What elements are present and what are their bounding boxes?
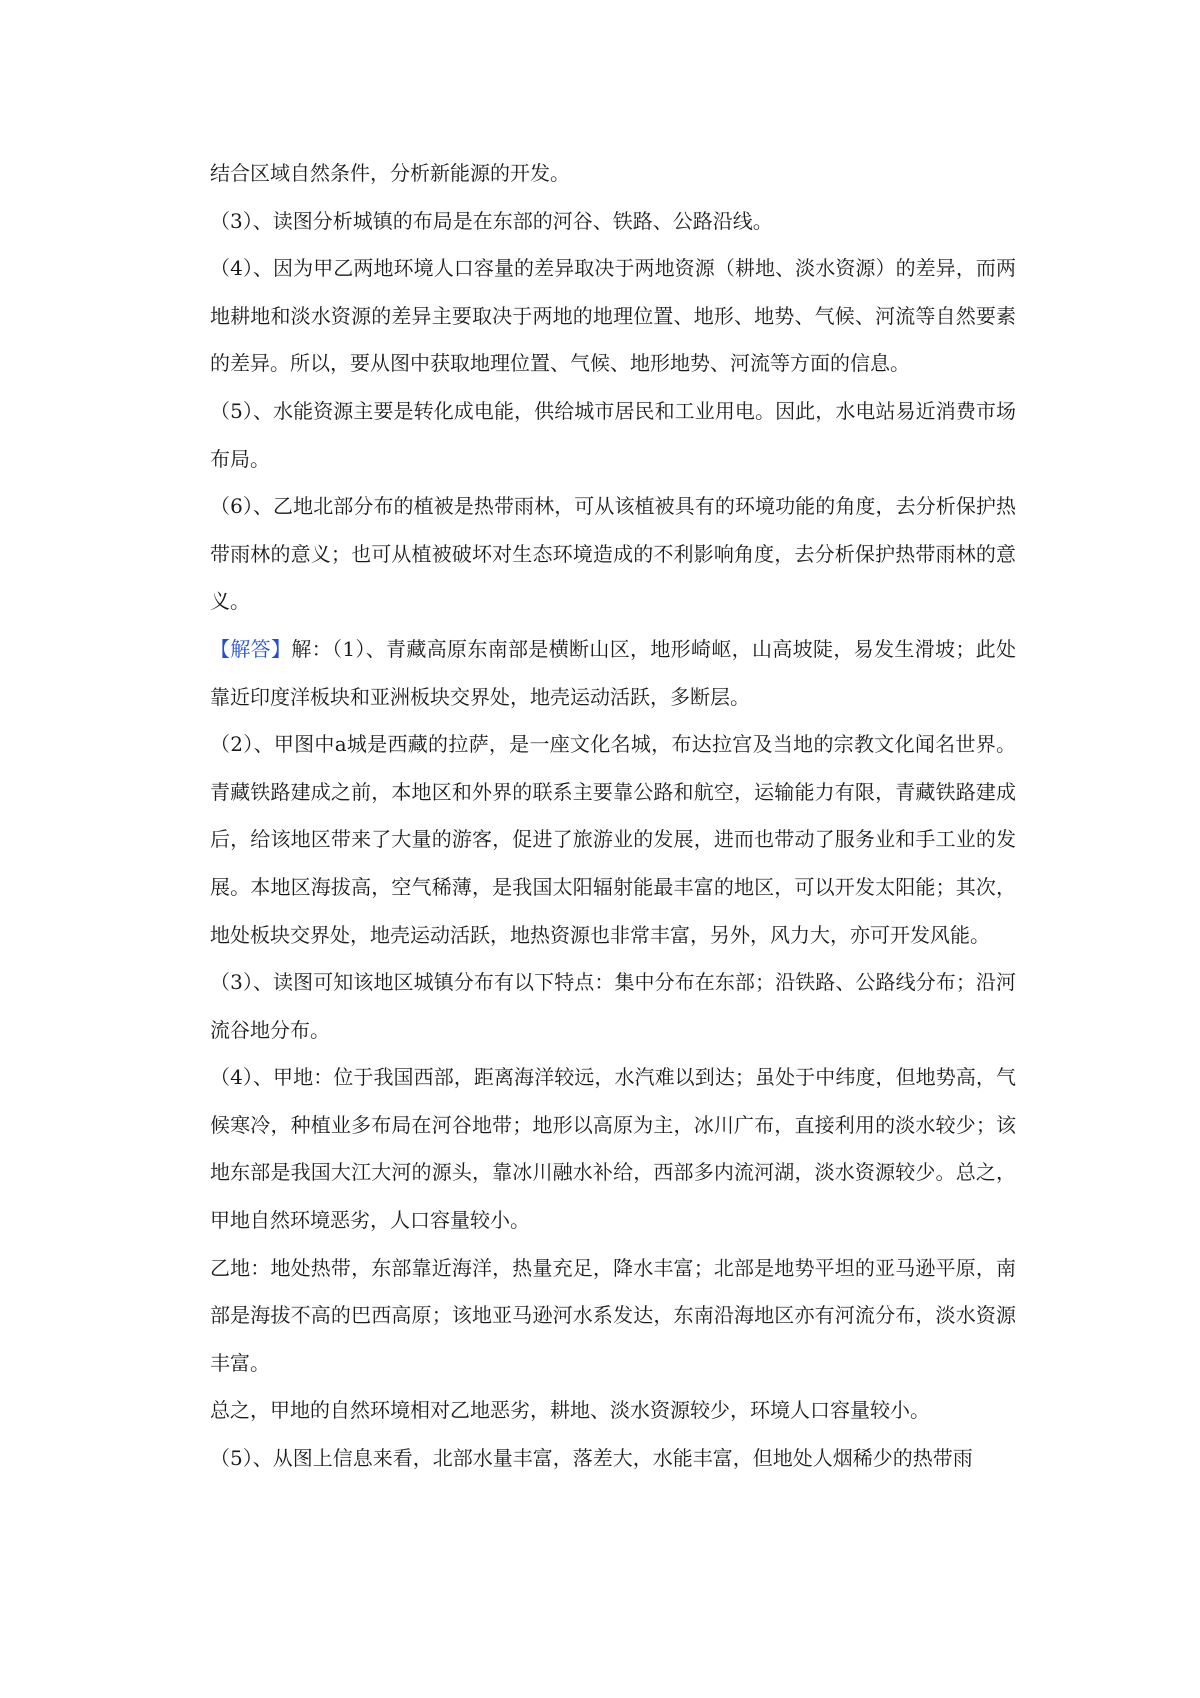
answer-item-4-summary: 总之，甲地的自然环境相对乙地恶劣，耕地、淡水资源较少，环境人口容量较小。 — [210, 1398, 930, 1423]
answer-item-5: （5）、从图上信息来看，北部水量丰富，落差大，水能丰富，但地处人烟稀少的热带雨 — [210, 1446, 973, 1471]
answer-item-4-yi: 乙地：地处热带，东部靠近海洋，热量充足，降水丰富；北部是地势平坦的亚马逊平原，南部是海拔不高的巴西高原；该地亚马逊河水系发达，东南沿海地区亦有河流分布，淡水资源丰富。 — [210, 1255, 1016, 1375]
answer-label: 【解答】 — [210, 636, 292, 661]
answer-item-1 — [210, 626, 1016, 721]
analysis-continuation: 结合区域自然条件，分析新能源的开发。 — [210, 161, 570, 185]
analysis-item-6: （6）、乙地北部分布的植被是热带雨林，可从该植被具有的环境功能的角度，去分析保护热带雨林的意义；也可从植被破坏对生态环境造成的不利影响角度，去分析保护热带雨林的意义。 — [210, 494, 1016, 614]
answer-item-1-text: 解：（1）、青藏高原东南部是横断山区，地形崎岖，山高坡陡，易发生滑坡；此处靠近印度洋板块和亚洲板块交界处，地壳运动活跃，多断层。 — [210, 636, 1016, 709]
answer-item-3: （3）、读图可知该地区城镇分布有以下特点：集中分布在东部；沿铁路、公路线分布；沿河流谷地分布。 — [210, 970, 1016, 1042]
answer-item-4: （4）、甲地：位于我国西部，距离海洋较远，水汽难以到达；虽处于中纬度，但地势高，气候寒冷，种植业多布局在河谷地带；地形以高原为主，冰川广布，直接利用的淡水较少；该地东部是我国大江大河的源头，靠冰川融水补给，西部多内流河湖，淡水资源较少。总之，甲地自然环境恶劣，人口容量较小。 — [210, 1065, 1016, 1233]
analysis-item-3: （3）、读图分析城镇的布局是在东部的河谷、铁路、公路沿线。 — [210, 208, 773, 233]
analysis-item-5: （5）、水能资源主要是转化成电能，供给城市居民和工业用电。因此，水电站易近消费市场布局。 — [210, 398, 1016, 471]
document-page — [210, 150, 1016, 1483]
analysis-item-4: （4）、因为甲乙两地环境人口容量的差异取决于两地资源（耕地、淡水资源）的差异，而两地耕地和淡水资源的差异主要取决于两地的地理位置、地形、地势、气候、河流等自然要素的差异。所以，要从图中获取地理位置、气候、地形地势、河流等方面的信息。 — [210, 256, 1016, 376]
answer-item-2: （2）、甲图中a城是西藏的拉萨，是一座文化名城，布达拉宫及当地的宗教文化闻名世界。青藏铁路建成之前，本地区和外界的联系主要靠公路和航空，运输能力有限，青藏铁路建成后，给该地区带来了大量的游客，促进了旅游业的发展，进而也带动了服务业和手工业的发展。本地区海拔高，空气稀薄，是我国太阳辐射能最丰富的地区，可以开发太阳能；其次，地处板块交界处，地壳运动活跃，地热资源也非常丰富，另外，风力大，亦可开发风能。 — [210, 732, 1016, 947]
